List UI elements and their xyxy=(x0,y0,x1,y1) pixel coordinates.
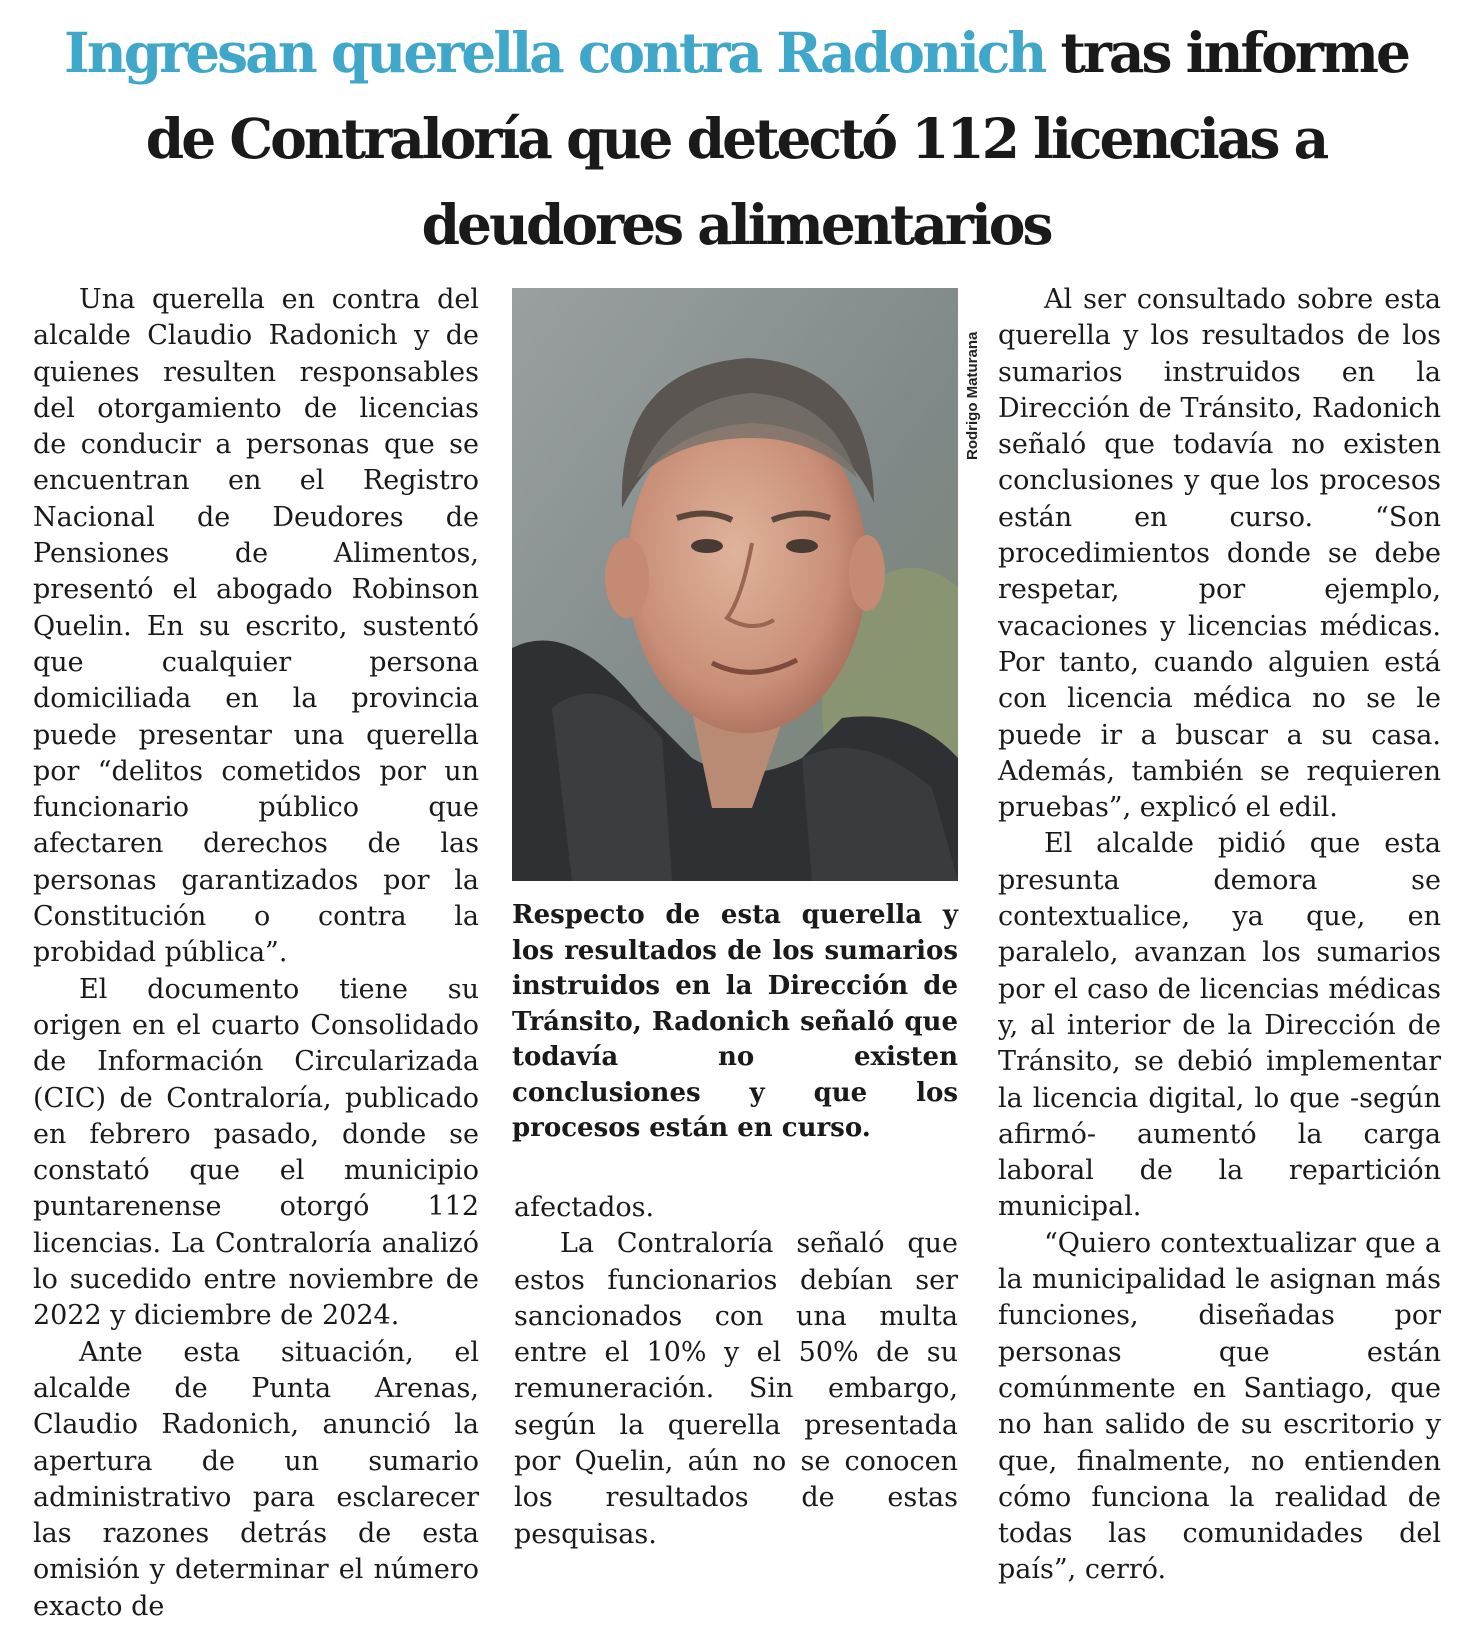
portrait-photo xyxy=(512,288,958,881)
paragraph: El documento tiene su origen en el cuarto Consolidado de Información Circularizada (CIC) de Contraloría, publicado en febrero pasado, donde se constató que el municipio puntarenense otorgó 112 licencias. La Contraloría analizó lo sucedido entre noviembre de 2022 y diciembre de 2024. xyxy=(33,973,479,1332)
portrait-illustration xyxy=(512,288,958,881)
headline xyxy=(40,10,1432,268)
paragraph: afectados. xyxy=(514,1192,655,1223)
paragraph: El alcalde pidió que esta presunta demora se contextualice, ya que, en paralelo, avanzan los sumarios por el caso de licencias médicas y, al interior de la Dirección de Tránsito, se debió implementar la licencia digital, lo que -según afirmó- aumentó la carga laboral de la repartición municipal. xyxy=(998,828,1441,1223)
paragraph: “Quiero contextualizar que a la municipalidad le asignan más funciones, diseñadas por personas que están comúnmente en Santiago, que no han salido de su escritorio y que, finalmente, no entienden cómo funciona la realidad de todas las comunidades del país”, cerró. xyxy=(998,1227,1441,1586)
paragraph: Una querella en contra del alcalde Claudio Radonich y de quienes resulten responsables del otorgamiento de licencias de conducir a personas que se encuentran en el Registro Nacional de Deudores de Pensiones de Alimentos, presentó el abogado Robinson Quelin. En su escrito, sustentó que cualquier persona domiciliada en la provincia puede presentar una querella por “delitos cometidos por un funcionario público que afectaren derechos de las personas garantizados por la Constitución o contra la probidad pública”. xyxy=(33,284,479,969)
article-column-middle xyxy=(514,1190,958,1553)
article-column-left xyxy=(33,282,479,1625)
photo-caption: Respecto de esta querella y los resultados de los sumarios instruidos en la Dirección de Tránsito, Radonich señaló que todavía no existen conclusiones y que los procesos están en curso. xyxy=(512,900,958,1143)
paragraph: Ante esta situación, el alcalde de Punta Arenas, Claudio Radonich, anunció la apertura de un sumario administrativo para esclarecer las razones detrás de esta omisión y determinar el número exacto de xyxy=(33,1336,479,1622)
headline-accent: Ingresan querella contra Radonich xyxy=(64,20,1045,85)
photo-credit: Rodrigo Maturana xyxy=(964,331,981,460)
paragraph: Al ser consultado sobre esta querella y los resultados de los sumarios instruidos en la Dirección de Tránsito, Radonich señaló que todavía no existen conclusiones y que los procesos están en curso. “Son procedimientos donde se debe respetar, por ejemplo, vacaciones y licencias médicas. Por tanto, cuando alguien está con licencia médica no se le puede ir a buscar a su casa. Además, también se requieren pruebas”, explicó el edil. xyxy=(998,284,1441,824)
paragraph: La Contraloría señaló que estos funcionarios debían ser sancionados con una multa entre el 10% y el 50% de su remuneración. Sin embargo, según la querella presentada por Quelin, aún no se conocen los resultados de estas pesquisas. xyxy=(514,1228,958,1550)
article-column-right xyxy=(998,282,1441,1589)
headline-rest: tras informe de Contraloría que detectó 112 licencias a deudores alimentarios xyxy=(145,20,1408,257)
